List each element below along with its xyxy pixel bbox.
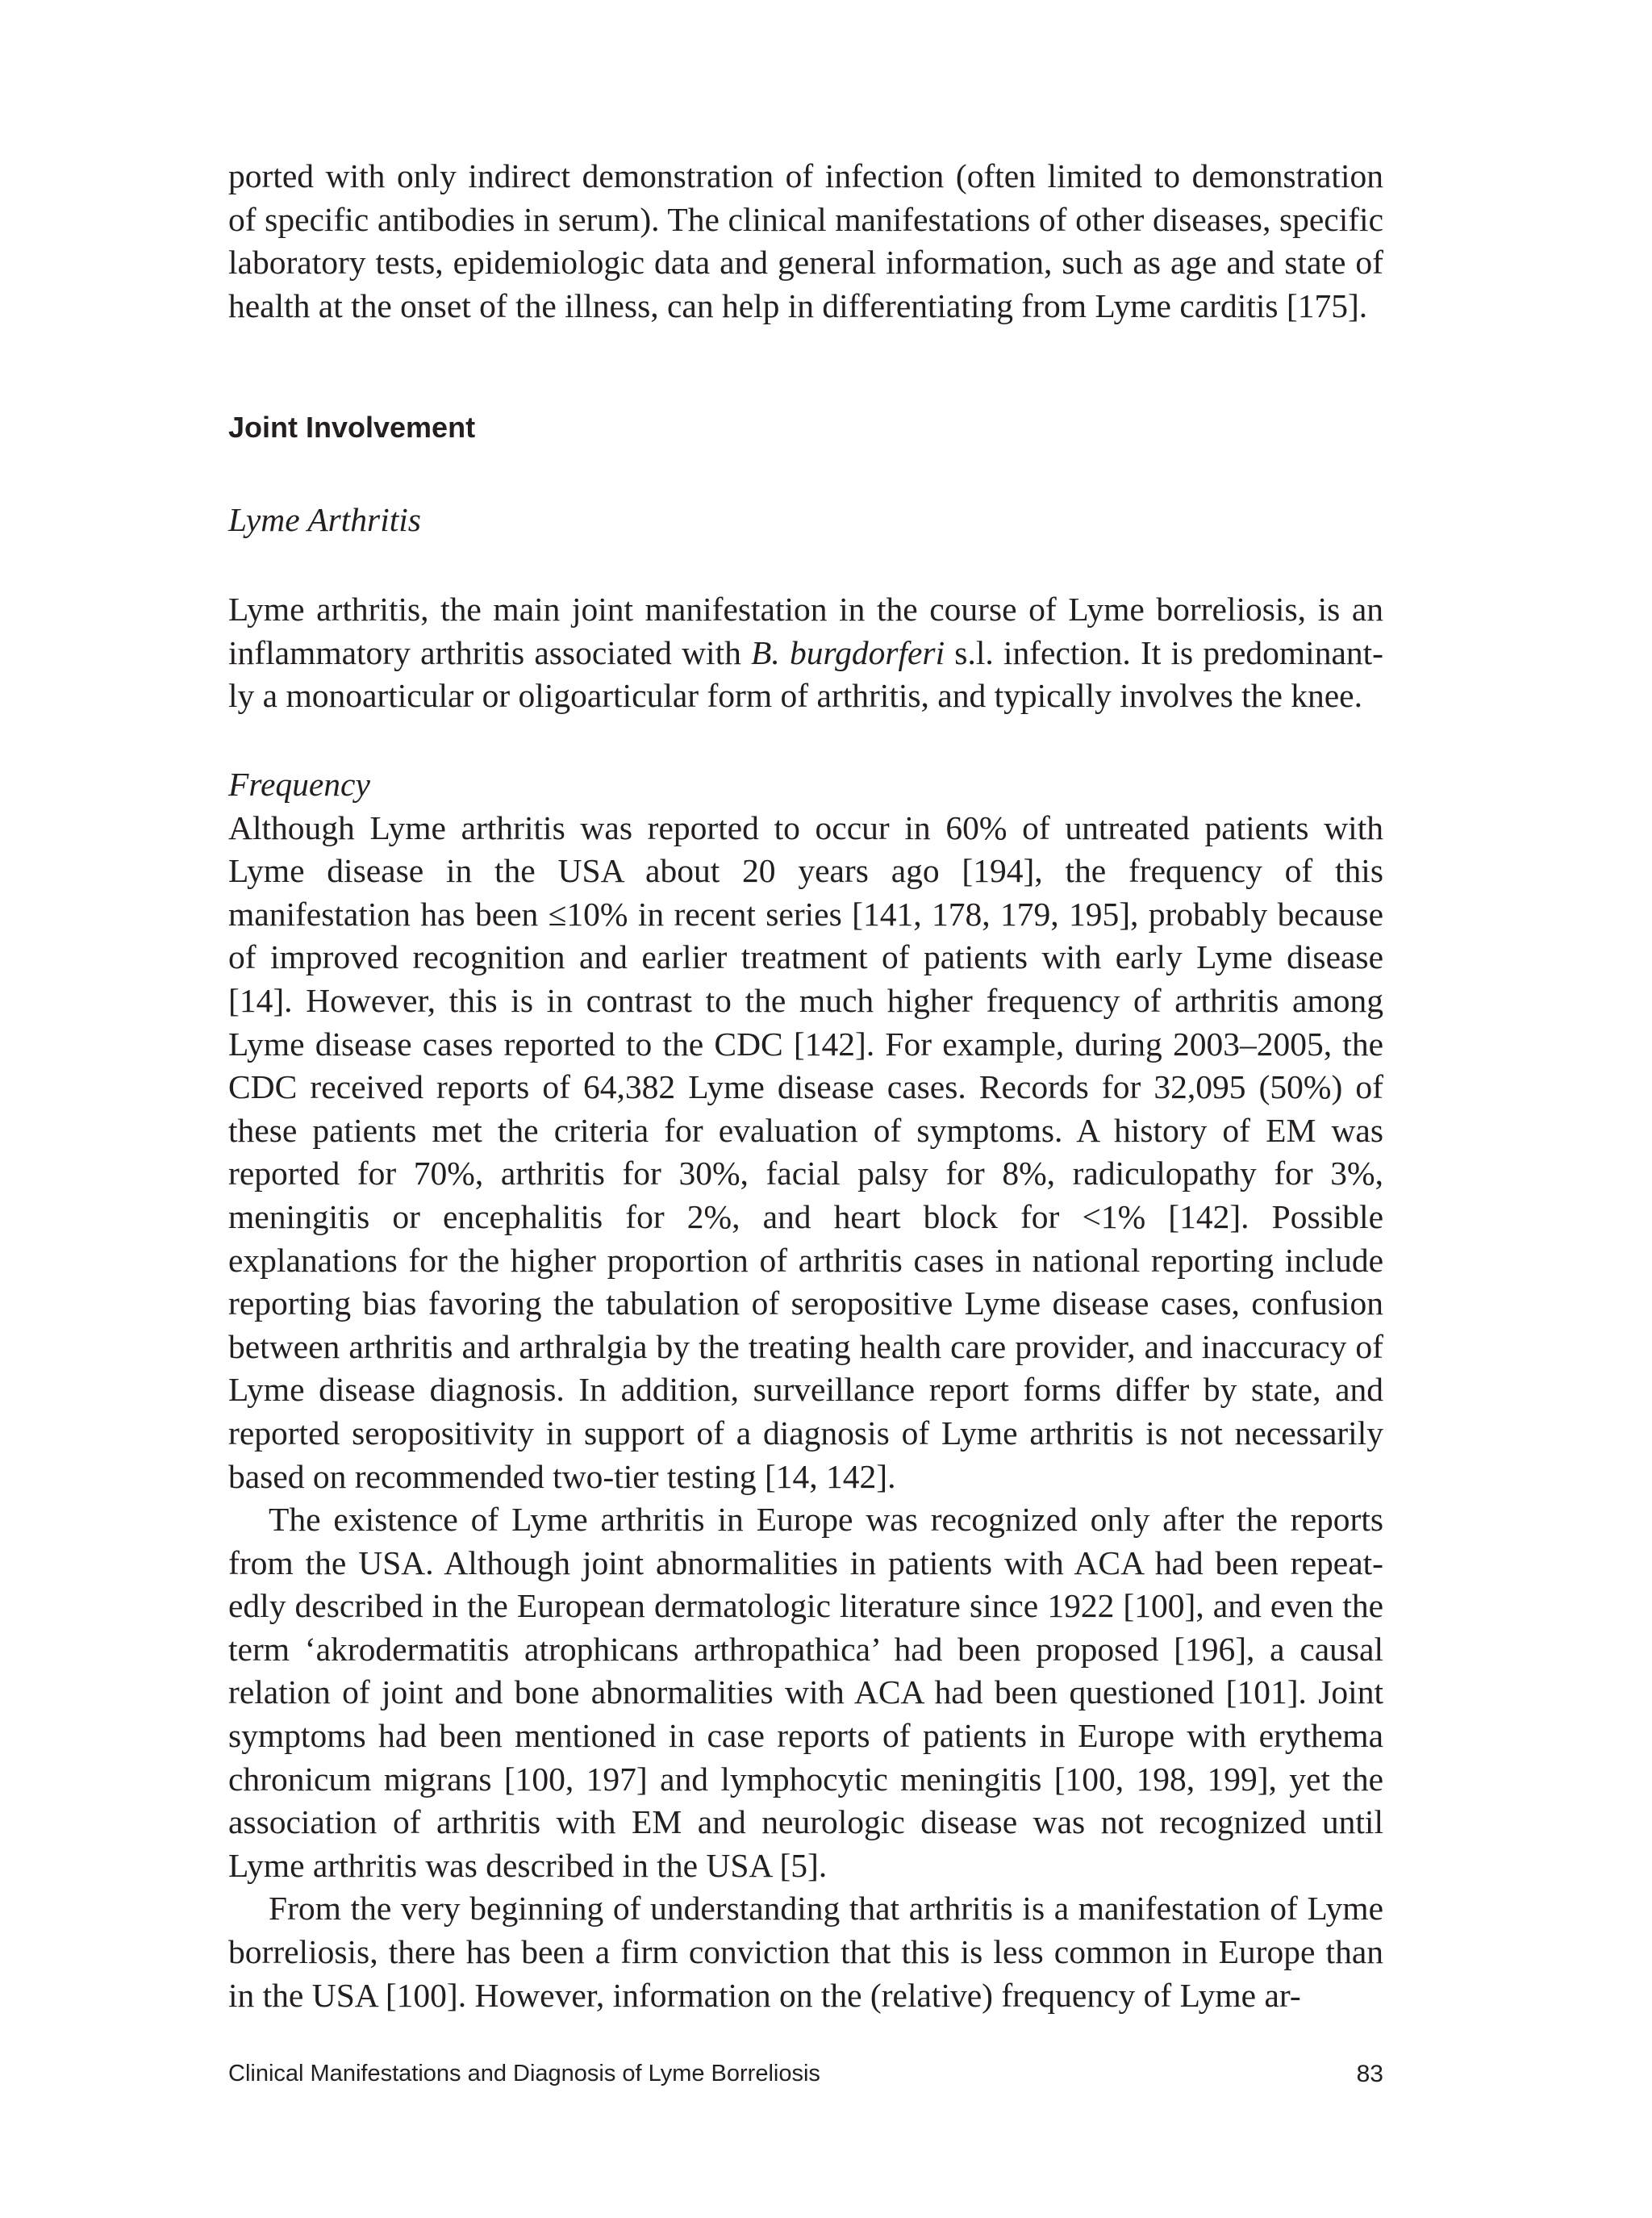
species-name: B. burgdorferi	[751, 633, 945, 671]
frequency-paragraph-3: From the very beginning of understanding that arthritis is a manifestation of Lyme borreliosis, there has been a firm conviction that this is less common in Europe than in the USA [100]. However, information on the (relative) frequency of Lyme ar-	[228, 1890, 1383, 2014]
intro-paragraph-block	[228, 155, 1383, 328]
intro-paragraph: ported with only indirect demonstration of infection (often limited to demonstration of specific antibodies in serum). The clinical manifestations of other diseases, specific laboratory tests, epidemiologic data and general information, such as age and state of health at the onset of the illness, can help in differentiating from Lyme carditis [175].	[228, 157, 1383, 324]
page-number: 83	[1356, 2061, 1383, 2087]
frequency-paragraph-2: The existence of Lyme arthritis in Europe was recognized only after the reports from the USA. Although joint abnormalities in patients with ACA had been repeatedly described in the European dermatologic literature since 1922 [100], and even the term ‘akrodermatitis atrophicans arthropathica’ had been proposed [196], a causal relation of joint and bone abnormalities with ACA had been questioned [101]. Joint symptoms had been mentioned in case reports of patients in Europe with erythema chronicum migrans [100, 197] and lymphocytic meningitis [100, 198, 199], yet the association of arthritis with EM and neurologic disease was not recognized until Lyme arthritis was described in the USA [5].	[228, 1501, 1383, 1884]
definition-part2: s.l. infection. It is predominantly a monoarticular or oligoarticular form of arthritis, and typically involves the knee.	[228, 633, 1383, 715]
section-subheading: Lyme Arthritis	[228, 501, 421, 538]
definition-part1: Lyme arthritis, the main joint manifestation in the course of Lyme borreliosis, is an inflammatory arthritis associated with	[228, 591, 1383, 671]
section-heading: Joint Involvement	[228, 411, 476, 444]
definition-paragraph	[228, 588, 1383, 718]
frequency-section	[228, 763, 1383, 2017]
footer-book-title: Clinical Manifestations and Diagnosis of Lyme Borreliosis	[228, 2061, 820, 2086]
frequency-paragraph-1: Although Lyme arthritis was reported to occur in 60% of untreated patients with Lyme disease in the USA about 20 years ago [194], the frequency of this manifestation has been ≤10% in recent series [141, 178, 179, 195], probably because of improved recognition and earlier treatment of patients with early Lyme disease [14]. However, this is in contrast to the much higher frequency of arthritis among Lyme disease cases reported to the CDC [142]. For example, during 2003–2005, the CDC received reports of 64,382 Lyme disease cases. Records for 32,095 (50%) of these patients met the criteria for evaluation of symptoms. A history of EM was reported for 70%, arthritis for 30%, facial palsy for 8%, radiculopathy for 3%, meningitis or encephalitis for 2%, and heart block for <1% [142]. Possible explanations for the higher proportion of arthritis cases in national reporting include reporting bias favoring the tabulation of seropositive Lyme disease cases, confusion between arthritis and arthralgia by the treating health care provider, and inaccuracy of Lyme disease diagnosis. In addition, surveillance report forms differ by state, and reported seropositivity in support of a diagnosis of Lyme arthritis is not necessarily based on recommended two-tier testing [14, 142].	[228, 808, 1383, 1495]
frequency-heading: Frequency	[228, 766, 370, 803]
definition-paragraph-block	[228, 588, 1383, 718]
